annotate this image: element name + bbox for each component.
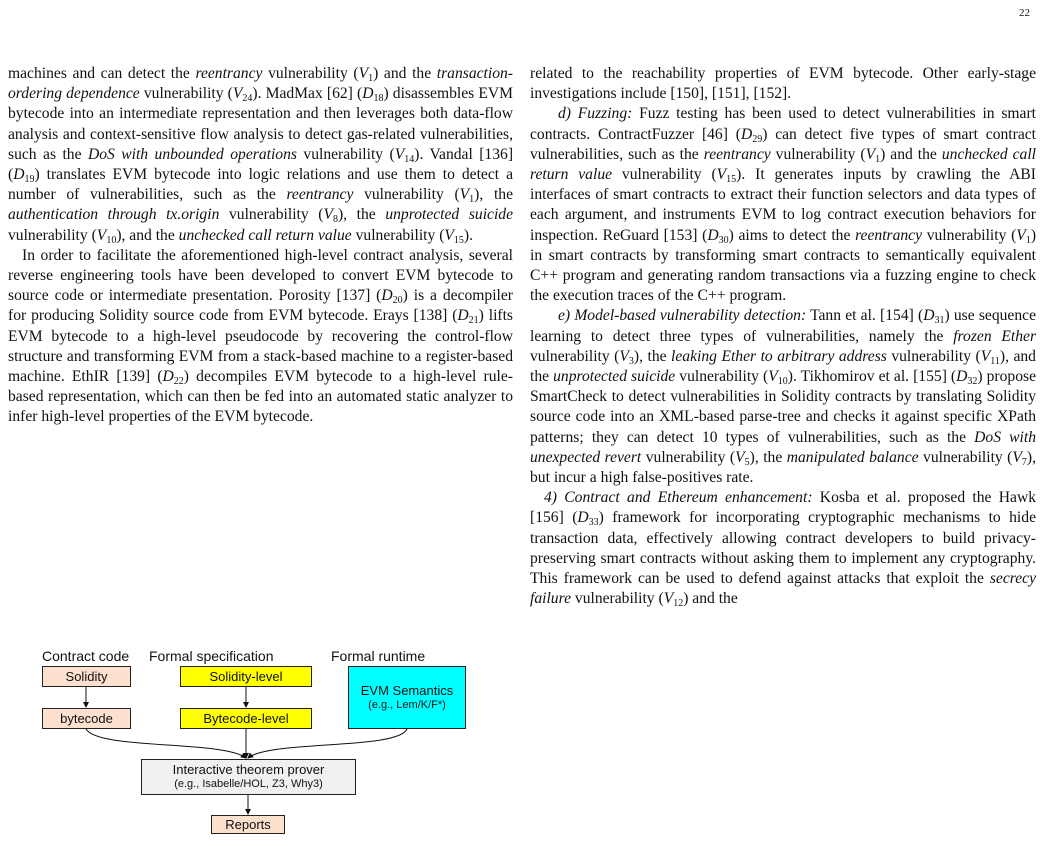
emphasis: authentication through tx.origin: [8, 206, 220, 224]
text-run: ) translates EVM bytecode into logic relations and use them to detect a number of vulnerabilities, such as the: [8, 166, 513, 204]
text-run: ). Tikhomirov et al. [155] (: [787, 368, 957, 386]
symbol: V: [735, 448, 745, 466]
evm-semantics-examples: (e.g., Lem/K/F*): [368, 698, 446, 711]
right-column: [530, 64, 1036, 609]
text-run: ) use sequence learning to detect three types of vulnerabilities, namely the: [530, 307, 1036, 345]
text-run: ), but incur a high false-positives rate.: [530, 448, 1036, 487]
symbol: D: [362, 85, 374, 103]
subscript: 15: [726, 174, 737, 186]
paragraph-model-based: [530, 306, 1036, 488]
emphasis: leaking Ether to arbitrary address: [671, 347, 887, 365]
text-run: ) in smart contracts by transforming smart contracts to semantically equivalent C++ program and generating random transactions via a fuzzing engine to check the execution traces of the C++ program.: [530, 226, 1037, 305]
subscript: 12: [673, 598, 684, 610]
text-run: ) and the: [373, 65, 437, 82]
paragraph-enhancement: [530, 488, 1036, 609]
symbol: V: [459, 186, 470, 204]
subscript: 8: [332, 214, 338, 226]
subscript: 11: [990, 355, 1000, 367]
symbol: D: [577, 509, 589, 527]
symbol: V: [865, 145, 876, 163]
subscript: 1: [875, 153, 881, 165]
text-run: ) framework for incorporating cryptographic mechanisms to hide transaction data, effectively allowing contract developers to build privacy-preserving smart contracts without asking them to implement any cryptography. This framework can be used to defend against attacks that exploit the: [530, 509, 1036, 588]
emphasis: frozen Ether: [953, 327, 1037, 345]
emphasis: transaction-ordering dependence: [8, 65, 513, 103]
paragraph-evm-tools: [8, 64, 513, 246]
symbol: D: [923, 307, 935, 325]
text-run: vulnerability (: [296, 145, 395, 163]
arrow-evm-to-prover: [248, 729, 407, 758]
emphasis: reentrancy: [855, 226, 923, 244]
left-column: [8, 64, 513, 428]
emphasis: unchecked call return value: [530, 145, 1037, 184]
text-run: ) can detect five types of smart contract vulnerabilities, such as the: [530, 125, 1037, 163]
emphasis: secrecy failure: [530, 570, 1036, 608]
symbol: V: [358, 65, 369, 82]
subscript: 1: [1025, 234, 1031, 246]
emphasis: unprotected suicide: [553, 368, 676, 386]
symbol: V: [1012, 448, 1022, 466]
symbol: D: [13, 166, 25, 184]
theorem-prover-label: Interactive theorem prover: [172, 762, 325, 777]
symbol: D: [162, 368, 174, 386]
text-run: Kosba et al. proposed the Hawk [156] (: [530, 489, 1036, 527]
symbol: V: [980, 347, 991, 365]
symbol: V: [232, 85, 243, 103]
text-run: vulnerability (: [770, 145, 866, 163]
text-run: ). Vandal [136] (: [8, 145, 514, 184]
subscript: 20: [392, 295, 403, 307]
text-run: ), and the: [530, 347, 1036, 386]
text-run: related to the reachability properties of EVM bytecode. Other early-stage investigations include [150], [151], [152].: [530, 65, 1036, 103]
emphasis: unchecked call return value: [178, 226, 352, 244]
subscript: 33: [588, 517, 599, 529]
text-run: vulnerability (: [612, 166, 717, 184]
symbol: D: [457, 307, 469, 325]
subscript: 31: [934, 315, 945, 327]
subscript: 10: [106, 234, 117, 246]
symbol: D: [740, 125, 753, 143]
text-run: vulnerability (: [530, 347, 620, 365]
text-run: vulnerability (: [571, 590, 664, 608]
text-run: ) and the: [880, 145, 942, 163]
text-run: vulnerability (: [353, 186, 460, 204]
text-run: ) propose SmartCheck to detect vulnerabilities in Solidity contracts by translating Solidity source code into an XML-based parse-tree and checks it against specific XPath patterns; they can detect 10 types of vulnerabilities, such as the: [530, 368, 1037, 446]
paragraph-reachability: [530, 64, 1036, 104]
theorem-prover-examples: (e.g., Isabelle/HOL, Z3, Why3): [174, 778, 323, 790]
text-run: ). MadMax [62] (: [252, 85, 363, 103]
symbol: D: [956, 368, 968, 386]
text-run: vulnerability (: [641, 448, 736, 466]
emphasis: reentrancy: [286, 186, 354, 204]
text-run: ), the: [474, 186, 513, 204]
text-run: vulnerability (: [351, 226, 445, 244]
subscript: 1: [368, 73, 374, 84]
subscript: 30: [718, 234, 729, 246]
figure-formal-verification: [8, 642, 513, 846]
text-run: vulnerability (: [886, 347, 981, 365]
box-reports: Reports: [211, 815, 285, 834]
figure-arrows: [8, 642, 513, 846]
figure-title-formal-runtime: Formal runtime: [331, 648, 426, 664]
text-run: vulnerability (: [922, 226, 1017, 244]
figure-title-contract-code: Contract code: [42, 648, 130, 664]
symbol: V: [394, 145, 405, 163]
subscript: 22: [173, 376, 184, 388]
symbol: V: [716, 166, 727, 184]
subscript: 24: [242, 93, 253, 105]
symbol: V: [444, 226, 454, 244]
page-number: 22: [1019, 7, 1030, 19]
text-run: machines and can detect the: [8, 65, 196, 82]
subscript: 18: [373, 93, 384, 105]
symbol: V: [768, 368, 778, 386]
text-run: vulnerability (: [262, 65, 359, 82]
emphasis: DoS with unbounded operations: [87, 145, 297, 163]
symbol: V: [619, 347, 629, 365]
text-run: vulnerability (: [8, 226, 97, 244]
text-run: vulnerability (: [918, 448, 1013, 466]
subscript: 1: [469, 194, 475, 206]
text-run: Tann et al. [154] (: [806, 307, 924, 325]
text-run: ). It generates inputs by crawling the ABI interfaces of smart contracts to extract their function selectors and data types of each argument, and instruments EVM to log contract execution behaviors for inspection. ReGuard [153] (: [530, 166, 1036, 244]
emphasis: d) Fuzzing:: [558, 105, 633, 123]
box-bytecode-level: Bytecode-level: [180, 708, 312, 729]
paragraph-reverse-engineering: [8, 246, 513, 428]
text-run: vulnerability (: [219, 206, 324, 224]
paragraph-fuzzing: [530, 104, 1036, 306]
evm-semantics-label: EVM Semantics: [360, 682, 454, 698]
text-run: ), the: [633, 347, 672, 365]
text-run: ) is a decompiler for producing Solidity source code from EVM bytecode. Erays [138] (: [8, 287, 513, 325]
text-run: ), and the: [116, 226, 179, 244]
text-run: ).: [463, 226, 474, 244]
text-run: ) and the: [683, 590, 738, 608]
figure-title-formal-specification: Formal specification: [149, 648, 274, 664]
subscript: 19: [24, 174, 35, 186]
text-run: ) disassembles EVM bytecode into an intermediate representation and then leverages both data-flow analysis and context-sensitive flow analysis to detect gas-related vulnerabilities, such as the: [8, 85, 513, 163]
subscript: 5: [744, 456, 750, 468]
symbol: V: [323, 206, 333, 224]
symbol: D: [381, 287, 393, 305]
subscript: 29: [752, 133, 763, 145]
emphasis: e) Model-based vulnerability detection:: [558, 307, 807, 325]
arrow-bytecode-to-prover: [86, 729, 246, 758]
box-solidity: Solidity: [42, 666, 131, 687]
text-run: ) decompiles EVM bytecode to a high-level rule-based representation, which can then be fed into an automated static analyzer to infer high-level properties of the EVM bytecode.: [8, 368, 513, 426]
subscript: 3: [628, 355, 634, 367]
symbol: V: [1016, 226, 1026, 244]
emphasis: unprotected suicide: [385, 206, 513, 224]
subscript: 21: [468, 315, 479, 327]
symbol: V: [663, 590, 674, 608]
emphasis: DoS with unexpected revert: [530, 428, 1036, 466]
text-run: vulnerability (: [675, 368, 769, 386]
text-run: ), the: [337, 206, 386, 224]
symbol: D: [707, 226, 719, 244]
emphasis: manipulated balance: [786, 448, 919, 466]
subscript: 15: [453, 234, 464, 246]
subscript: 7: [1021, 456, 1027, 468]
emphasis: reentrancy: [195, 65, 263, 82]
subscript: 10: [777, 376, 788, 388]
text-run: Fuzz testing has been used to detect vulnerabilities in smart contracts. ContractFuzzer [46] (: [530, 105, 1036, 143]
symbol: V: [96, 226, 107, 244]
text-run: vulnerability (: [139, 85, 233, 103]
text-run: ) aims to detect the: [728, 226, 856, 244]
text-run: In order to facilitate the aforementioned high-level contract analysis, several reverse engineering tools have been developed to convert EVM bytecode to source code or intermediate presentation. Porosity [137] (: [8, 246, 513, 305]
subscript: 14: [404, 153, 415, 165]
emphasis: 4) Contract and Ethereum enhancement:: [544, 489, 813, 507]
box-solidity-level: Solidity-level: [180, 666, 312, 687]
text-run: ) lifts EVM bytecode to a high-level pseudocode by recovering the control-flow structure and transforming EVM from a stack-based machine to a register-based machine. EthIR [139] (: [8, 307, 513, 386]
text-run: ), the: [749, 448, 787, 466]
box-bytecode: bytecode: [42, 708, 131, 729]
subscript: 32: [967, 376, 978, 388]
emphasis: reentrancy: [703, 145, 771, 163]
